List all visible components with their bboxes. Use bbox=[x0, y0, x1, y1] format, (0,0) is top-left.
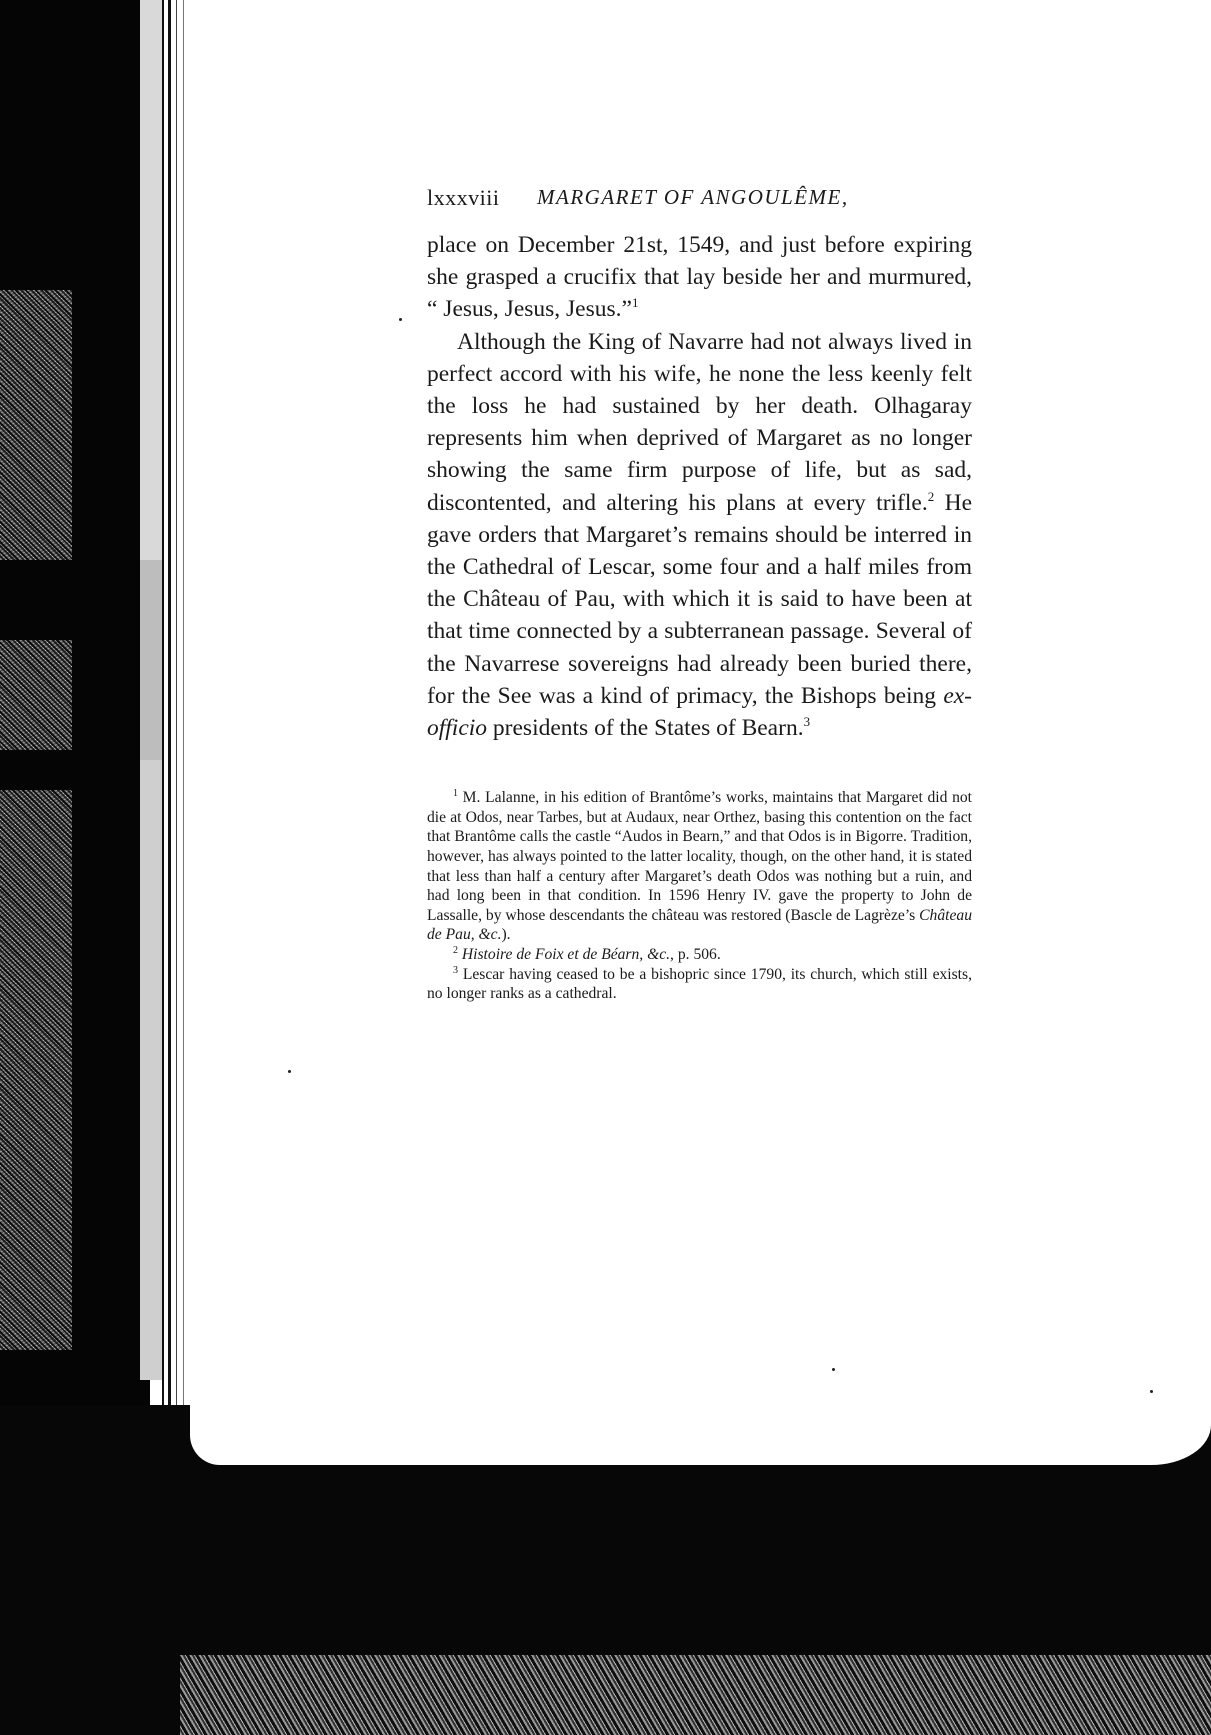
footnote-ref: 3 bbox=[803, 714, 811, 730]
scan-speck bbox=[1150, 1390, 1153, 1393]
scan-speck bbox=[288, 1070, 291, 1073]
paragraph: place on December 21st, 1549, and just before expiring she grasped a crucifix that lay beside her and murmured, “ Jesus, Jesus, Jesus.”$^1$ bbox=[427, 232, 972, 323]
footnote-number: 2 bbox=[453, 945, 458, 956]
footnote-1: $^1$ M. Lalanne, in his edition of Brantôme’s works, maintains that Margaret did not die at Odos, near Tarbes, but at Audaux, near Orthez, basing this contention on the fact that Brantôme calls the castle “Audos in Bearn,” and that Odos is in Bigorre. Tradition, however, has always pointed to the latter locality, though, on the other hand, it is stated that less than half a century after Margaret’s death Odos was nothing but a ruin, and had long been in that condition. In 1596 Henry IV. gave the property to John de Lassalle, by whose descendants the château was restored (Bascle de Lagrèze’s Château de Pau, &c.). bbox=[427, 788, 972, 944]
running-title: MARGARET OF ANGOULÊME, bbox=[537, 185, 849, 209]
footnote-number: 1 bbox=[453, 788, 458, 800]
italic-term: ex-officio bbox=[427, 682, 972, 742]
page-bottom-edge-shadow bbox=[0, 1405, 1211, 1735]
page-number: lxxxviii bbox=[427, 185, 500, 210]
footnote-3: $^3$ Lescar having ceased to be a bishopric since 1790, its church, which still exists, no longer ranks as a cathedral. bbox=[427, 964, 972, 1003]
footnotes bbox=[427, 788, 972, 1004]
scan-speck bbox=[832, 1368, 835, 1371]
footnote-ref: 2 bbox=[927, 488, 935, 504]
body-text bbox=[427, 229, 972, 744]
paragraph: Although the King of Navarre had not always lived in perfect accord with his wife, he none the less keenly felt the loss he had sustained by her death. Olhagaray represents him when deprived of Margaret as no longer showing the same firm purpose of life, but as sad, discontented, and altering his plans at every trifle.$^2$ He gave orders that Margaret’s remains should be interred in the Cathedral of Lescar, some four and a half miles from the Château of Pau, with which it is said to have been at that time connected by a subterranean passage. Several of the Navarrese sovereigns had already been buried there, for the See was a kind of primacy, the Bishops being ex-officio presidents of the States of Bearn.$^3$ bbox=[427, 328, 972, 742]
running-head bbox=[427, 175, 972, 215]
book-page bbox=[427, 175, 972, 1004]
scan-speck bbox=[399, 318, 402, 321]
footnote-number: 3 bbox=[453, 964, 458, 976]
footnote-2: $^2$ Histoire de Foix et de Béarn, &c., p. 506. bbox=[453, 945, 721, 963]
footnote-ref: 1 bbox=[631, 295, 639, 311]
